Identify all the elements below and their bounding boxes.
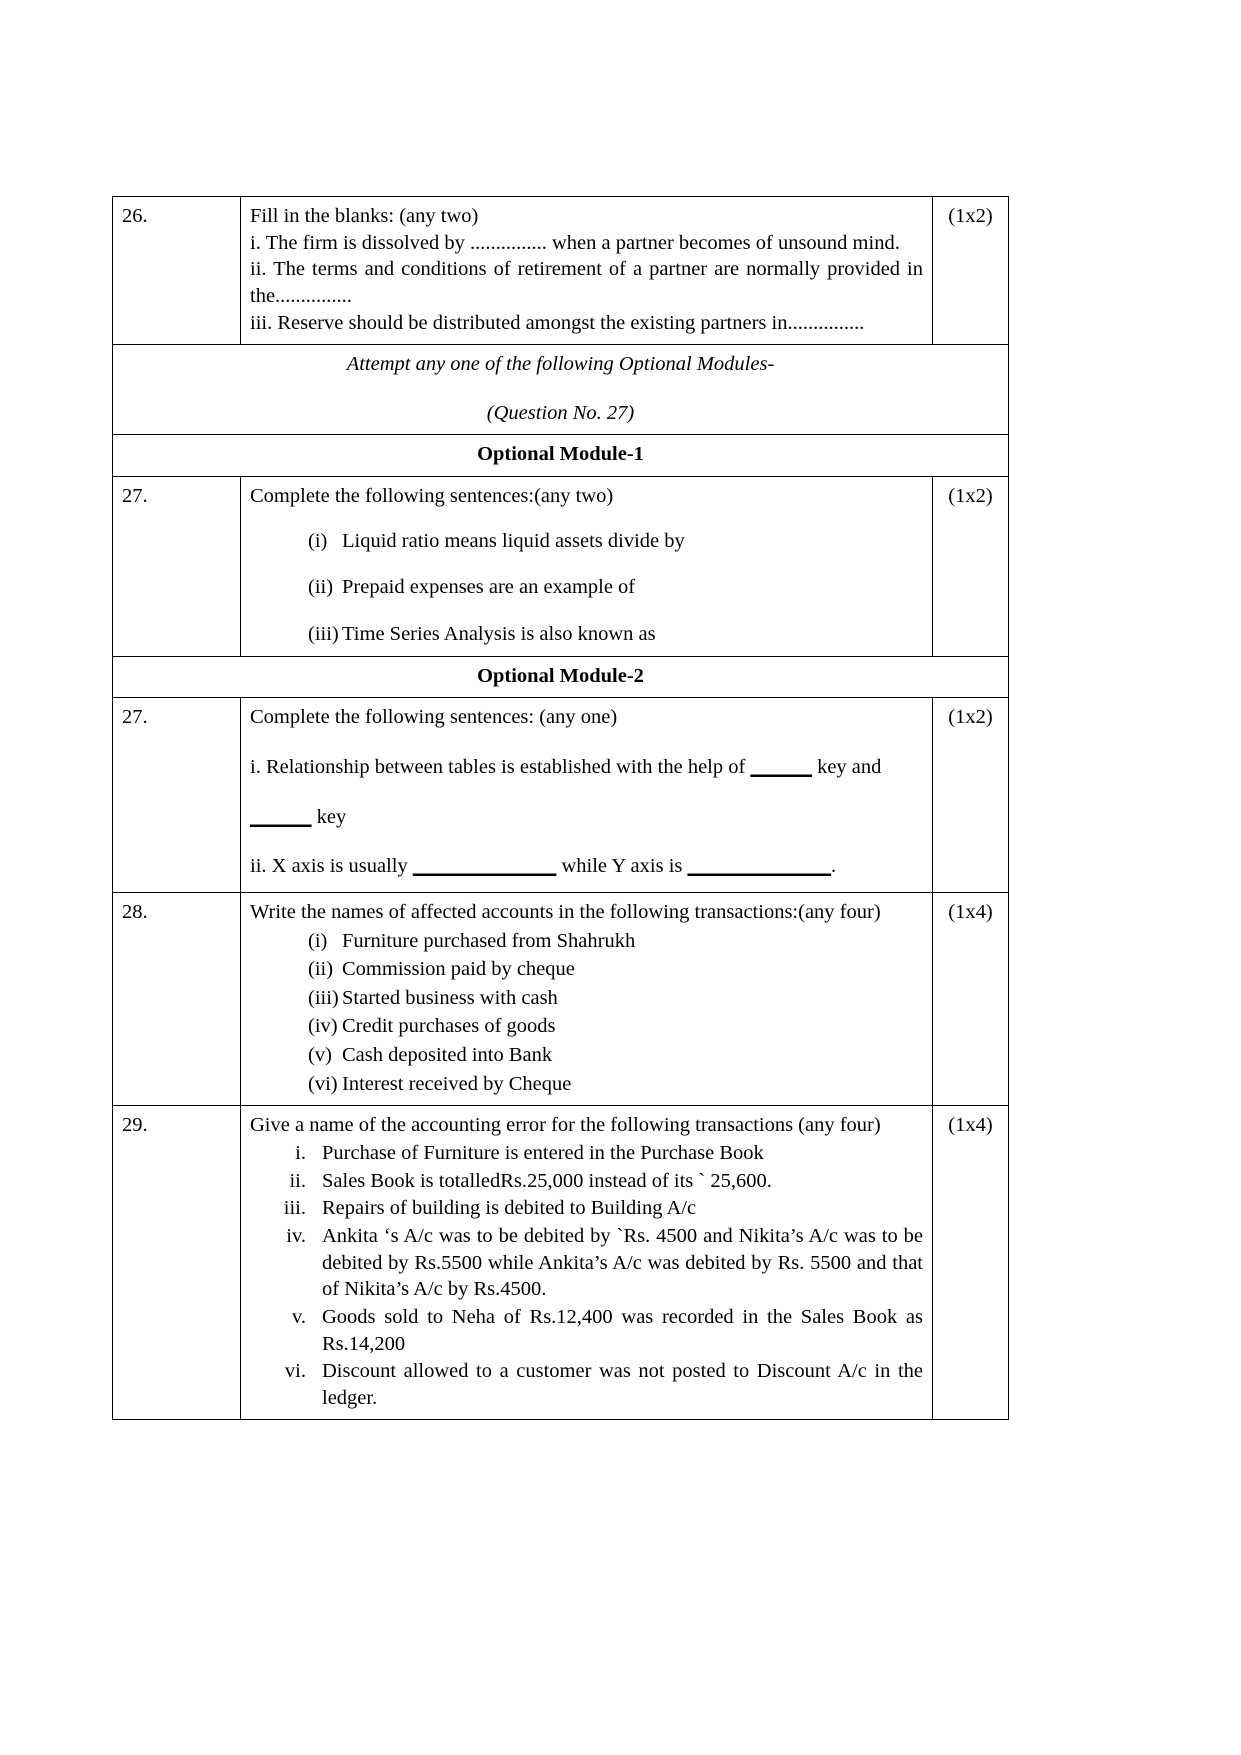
list-text: Started business with cash — [342, 986, 558, 1009]
list-text: Cash deposited into Bank — [342, 1044, 553, 1067]
table-row-q27-module1 — [113, 477, 1009, 657]
list-marker: (iii) — [308, 986, 339, 1009]
question-number-27-m1: 27. — [113, 477, 241, 657]
list-text: Furniture purchased from Shahrukh — [342, 929, 636, 952]
question-body-26 — [241, 197, 933, 345]
list-marker: vi. — [284, 1360, 306, 1383]
q26-item-3: iii. Reserve should be distributed amongst the existing partners in............... — [250, 311, 865, 334]
q26-item-1: i. The firm is dissolved by ............... when a partner becomes of unsound mind. — [250, 231, 900, 254]
list-marker: ii. — [289, 1169, 306, 1192]
question-body-29 — [241, 1106, 933, 1420]
marks-26: (1x2) — [933, 197, 1009, 345]
q27m2-item-i-part-a: i. Relationship between tables is established with the help of — [250, 755, 746, 778]
question-body-28 — [241, 892, 933, 1105]
q27m1-list — [250, 528, 923, 648]
list-item — [250, 1304, 923, 1357]
banner-line-1: Attempt any one of the following Optional Modules- — [346, 353, 775, 376]
list-text: Discount allowed to a customer was not posted to Discount A/c in the ledger. — [322, 1360, 923, 1409]
table-row-q27-module2 — [113, 698, 1009, 893]
q28-list — [250, 928, 923, 1098]
list-item — [250, 528, 923, 555]
list-item — [250, 574, 923, 601]
marks-27-m1: (1x2) — [933, 477, 1009, 657]
question-number-28: 28. — [113, 892, 241, 1105]
q27m2-blank-1: ______ — [750, 755, 812, 778]
table-row-q29 — [113, 1106, 1009, 1420]
list-item — [250, 1071, 923, 1098]
list-text: Time Series Analysis is also known as — [342, 623, 656, 646]
q29-list — [250, 1140, 923, 1411]
q27m2-lead: Complete the following sentences: (any one) — [250, 706, 618, 729]
q27m2-item-i-part-c: key — [316, 805, 347, 828]
list-item — [250, 621, 923, 648]
banner-line-2: (Question No. 27) — [486, 401, 635, 424]
list-text: Liquid ratio means liquid assets divide by — [342, 529, 685, 552]
list-text: Credit purchases of goods — [342, 1015, 556, 1038]
q27m2-item-i-cont — [250, 804, 923, 831]
list-text: Ankita ‘s A/c was to be debited by `Rs. 4500 and Nikita’s A/c was to be debited by Rs.5500 while Ankita’s A/c was debited by Rs. 5500 and that of Nikita’s A/c by Rs.4500. — [322, 1224, 923, 1301]
q27m2-blank-2: ______ — [250, 805, 312, 828]
list-text: Repairs of building is debited to Building A/c — [322, 1197, 697, 1220]
module-1-title: Optional Module-1 — [113, 435, 1009, 477]
list-marker: iii. — [283, 1197, 306, 1220]
q28-lead: Write the names of affected accounts in the following transactions:(any four) — [250, 900, 881, 923]
q27m2-item-ii-period: . — [831, 855, 837, 878]
list-item — [250, 1223, 923, 1303]
q27m2-item-ii-part-b: while Y axis is — [561, 855, 683, 878]
q27m2-item-i — [250, 754, 923, 781]
question-number-27-m2: 27. — [113, 698, 241, 893]
list-item — [250, 1168, 923, 1195]
list-text: Interest received by Cheque — [342, 1072, 572, 1095]
q29-lead: Give a name of the accounting error for the following transactions (any four) — [250, 1114, 881, 1137]
q27m2-blank-3: ______________ — [412, 855, 557, 878]
list-text: Sales Book is totalledRs.25,000 instead of its ` 25,600. — [322, 1169, 772, 1192]
question-body-27-m1 — [241, 477, 933, 657]
table-row-q26 — [113, 197, 1009, 345]
table-row-q28 — [113, 892, 1009, 1105]
list-marker: (i) — [308, 929, 328, 952]
table-row-module1-title — [113, 435, 1009, 477]
q27m2-item-i-part-b: key and — [817, 755, 882, 778]
q27m2-item-ii-part-a: ii. X axis is usually — [250, 855, 408, 878]
list-item — [250, 1358, 923, 1411]
q27m2-blank-4: ______________ — [687, 855, 832, 878]
list-marker: (iv) — [308, 1015, 338, 1038]
list-item — [250, 1042, 923, 1069]
list-item — [250, 1013, 923, 1040]
question-body-27-m2 — [241, 698, 933, 893]
list-marker: (i) — [308, 529, 328, 552]
optional-modules-banner — [113, 345, 1009, 435]
marks-29: (1x4) — [933, 1106, 1009, 1420]
q27m1-lead: Complete the following sentences:(any two) — [250, 485, 614, 508]
q26-item-2: ii. The terms and conditions of retirement of a partner are normally provided in the............... — [250, 258, 923, 307]
list-item — [250, 956, 923, 983]
list-marker: (vi) — [308, 1072, 338, 1095]
list-marker: (v) — [308, 1044, 332, 1067]
list-marker: i. — [295, 1142, 306, 1165]
module-2-title: Optional Module-2 — [113, 656, 1009, 698]
list-marker: iv. — [286, 1224, 306, 1247]
marks-27-m2: (1x2) — [933, 698, 1009, 893]
list-text: Commission paid by cheque — [342, 958, 575, 981]
question-number-26: 26. — [113, 197, 241, 345]
list-marker: v. — [291, 1305, 306, 1328]
list-text: Prepaid expenses are an example of — [342, 576, 636, 599]
list-item — [250, 1195, 923, 1222]
list-marker: (ii) — [308, 958, 334, 981]
list-item — [250, 985, 923, 1012]
marks-28: (1x4) — [933, 892, 1009, 1105]
question-table — [112, 196, 1009, 1420]
table-row-module2-title — [113, 656, 1009, 698]
list-item — [250, 928, 923, 955]
list-marker: (ii) — [308, 576, 334, 599]
q27m2-item-ii — [250, 853, 923, 880]
list-text: Goods sold to Neha of Rs.12,400 was recorded in the Sales Book as Rs.14,200 — [322, 1305, 923, 1355]
list-item — [250, 1140, 923, 1167]
table-row-optional-banner — [113, 345, 1009, 435]
list-text: Purchase of Furniture is entered in the Purchase Book — [322, 1142, 764, 1165]
question-number-29: 29. — [113, 1106, 241, 1420]
q26-lead: Fill in the blanks: (any two) — [250, 205, 479, 227]
list-marker: (iii) — [308, 623, 339, 646]
